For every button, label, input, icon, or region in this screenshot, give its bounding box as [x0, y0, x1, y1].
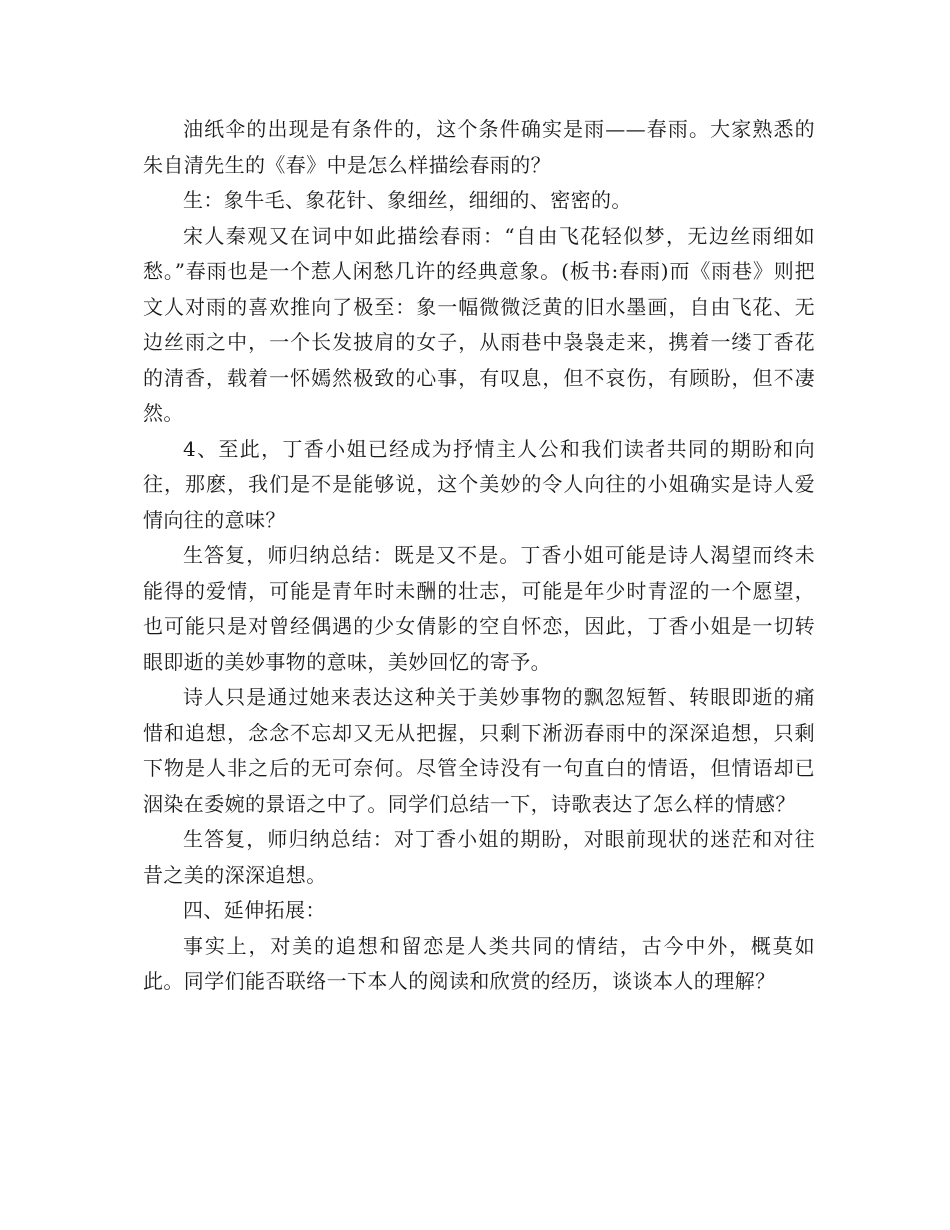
paragraph-teacher-summary-1: 生答复，师归纳总结：既是又不是。丁香小姐可能是诗人渴望而终未能得的爱情，可能是青年时未酬的壮志，可能是年少时青涩的一个愿望，也可能只是对曾经偶遇的少女倩影的空自怀恋，因此，丁香小姐是一切转眼即逝的美妙事物的意味，美妙回忆的寄予。: [143, 543, 815, 674]
paragraph-extension-question: 事实上，对美的追想和留恋是人类共同的情结，古今中外，概莫如此。同学们能否联络一下本人的阅读和欣赏的经历，谈谈本人的理解？: [143, 933, 815, 993]
section-heading-extension: 四、延伸拓展：: [183, 898, 326, 922]
paragraph-teacher-summary-2: 生答复，师归纳总结：对丁香小姐的期盼，对眼前现状的迷茫和对往昔之美的深深追想。: [143, 827, 815, 887]
paragraph-poet-expression: 诗人只是通过她来表达这种关于美妙事物的飘忽短暂、转眼即逝的痛惜和追想，念念不忘却又无从把握，只剩下淅沥春雨中的深深追想，只剩下物是人非之后的无可奈何。尽管全诗没有一句直白的情语，但情语却已洇染在委婉的景语之中了。同学们总结一下，诗歌表达了怎么样的情感？: [143, 685, 815, 816]
paragraph-qin-guan-poem: 宋人秦观又在词中如此描绘春雨：“自由飞花轻似梦，无边丝雨细如愁。”春雨也是一个惹人闲愁几许的经典意象。(板书:春雨)而《雨巷》则把文人对雨的喜欢推向了极至：象一幅微微泛黄的旧水墨画，自由飞花、无边丝雨之中，一个长发披肩的女子，从雨巷中袅袅走来，携着一缕丁香花的清香，载着一怀嫣然极致的心事，有叹息，但不哀伤，有顾盼，但不凄然。: [143, 223, 815, 425]
document-body: [143, 112, 815, 1000]
paragraph-question-4: 4、至此，丁香小姐已经成为抒情主人公和我们读者共同的期盼和向往，那麽，我们是不是能够说，这个美妙的令人向往的小姐确实是诗人爱情向往的意味？: [143, 436, 815, 532]
paragraph-student-answer-1: 生：象牛毛、象花针、象细丝，细细的、密密的。: [183, 188, 632, 212]
paragraph-spring-rain-question: 油纸伞的出现是有条件的，这个条件确实是雨——春雨。大家熟悉的 朱自清先生的《春》中是怎么样描绘春雨的？: [143, 117, 815, 177]
